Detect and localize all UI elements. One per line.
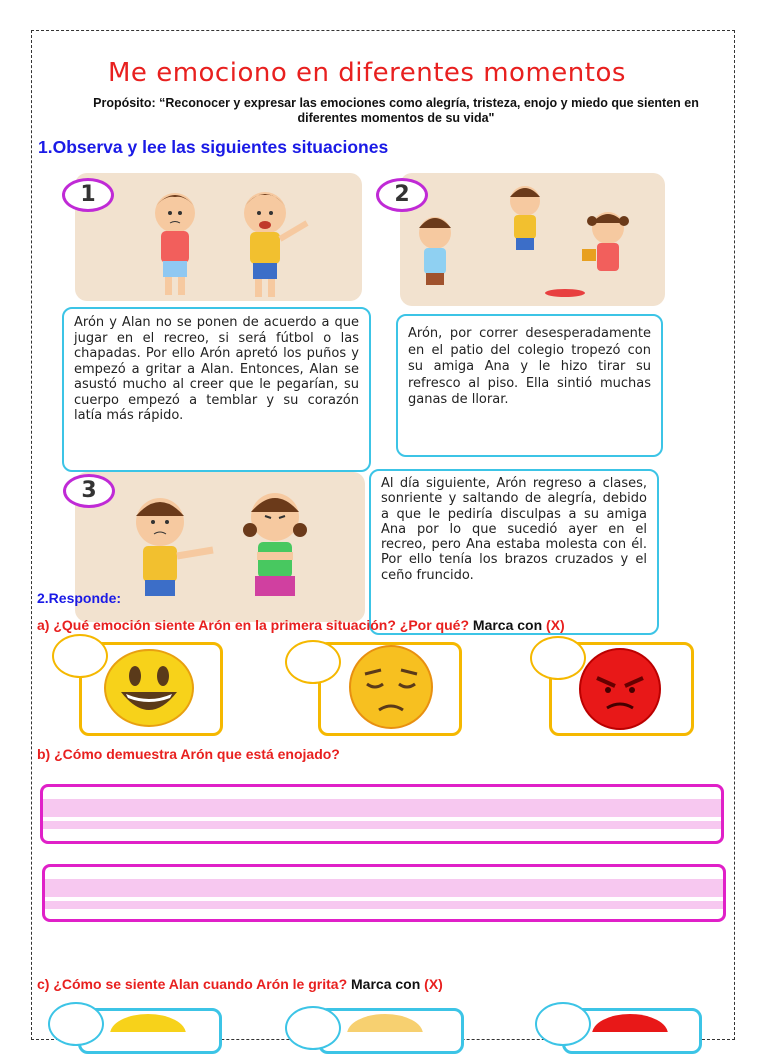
question-c-text: c) ¿Cómo se siente Alan cuando Arón le grita? (37, 976, 348, 992)
angry-face-icon (575, 646, 665, 732)
answer-b-line-1[interactable] (40, 784, 724, 844)
question-a-x: (X) (546, 617, 565, 633)
face-icon-partial-1 (108, 1012, 188, 1032)
happy-face-icon (104, 648, 194, 728)
answer-a-checkbox-sad[interactable] (285, 640, 341, 684)
scene-2-illustration (400, 173, 665, 306)
story-2-text: Arón, por correr desesperadamente en el patio del colegio tropezó con su amiga Ana y le hizo tirar su refresco al piso. Ella sintió muchas ganas de llorar. (396, 314, 663, 457)
face-icon-partial-3 (590, 1012, 670, 1032)
story-1-text: Arón y Alan no se ponen de acuerdo a que jugar en el recreo, si será fútbol o las chapadas. Por ello Arón apretó los puños y empezó a gritar a Alan. Entonces, Alan se asustó mucho al creer que le pegarían, su cuerpo empezó a temblar y su corazón latía más rápido. (62, 307, 371, 472)
section-1-heading: 1.Observa y lee las siguientes situaciones (38, 137, 389, 157)
question-a-mark: Marca con (469, 617, 547, 633)
section-2-heading: 2.Responde: (37, 590, 122, 606)
two-boys-arguing-image (75, 173, 362, 301)
question-c-mark: Marca con (347, 976, 425, 992)
scene-3-number: 3 (63, 474, 115, 508)
answer-b-line-2[interactable] (42, 864, 726, 922)
question-a (37, 617, 565, 633)
face-icon-partial-2 (345, 1012, 425, 1032)
answer-a-checkbox-happy[interactable] (52, 634, 108, 678)
answer-c-checkbox-1[interactable] (48, 1002, 104, 1046)
page-title: Me emociono en diferentes momentos (108, 58, 626, 88)
question-c (37, 976, 443, 992)
question-b: b) ¿Cómo demuestra Arón que está enojado? (37, 746, 340, 762)
purpose-text: Propósito: “Reconocer y expresar las emociones como alegría, tristeza, enojo y miedo que sienten en diferentes momentos de su vida" (93, 96, 699, 125)
answer-line-band (43, 821, 721, 829)
scene-2-number: 2 (376, 178, 428, 212)
answer-line-band (45, 901, 723, 909)
sad-face-icon (345, 644, 437, 730)
question-a-text: a) ¿Qué emoción siente Arón en la primera situación? ¿Por qué? (37, 617, 470, 633)
scene-1-illustration (75, 173, 362, 301)
question-c-x: (X) (424, 976, 443, 992)
answer-c-checkbox-2[interactable] (285, 1006, 341, 1050)
answer-line-band (43, 799, 721, 817)
boy-trips-girl-image (400, 173, 665, 306)
scene-1-number: 1 (62, 178, 114, 212)
answer-c-checkbox-3[interactable] (535, 1002, 591, 1046)
story-3-text: Al día siguiente, Arón regreso a clases, sonriente y saltando de alegría, debido a que le pediría disculpas a su amiga Ana por lo que sucedió ayer en el recreo, pero Ana estaba molesta con él. Por ello tenía los brazos cruzados y el ceño fruncido. (369, 469, 659, 635)
answer-line-band (45, 879, 723, 897)
